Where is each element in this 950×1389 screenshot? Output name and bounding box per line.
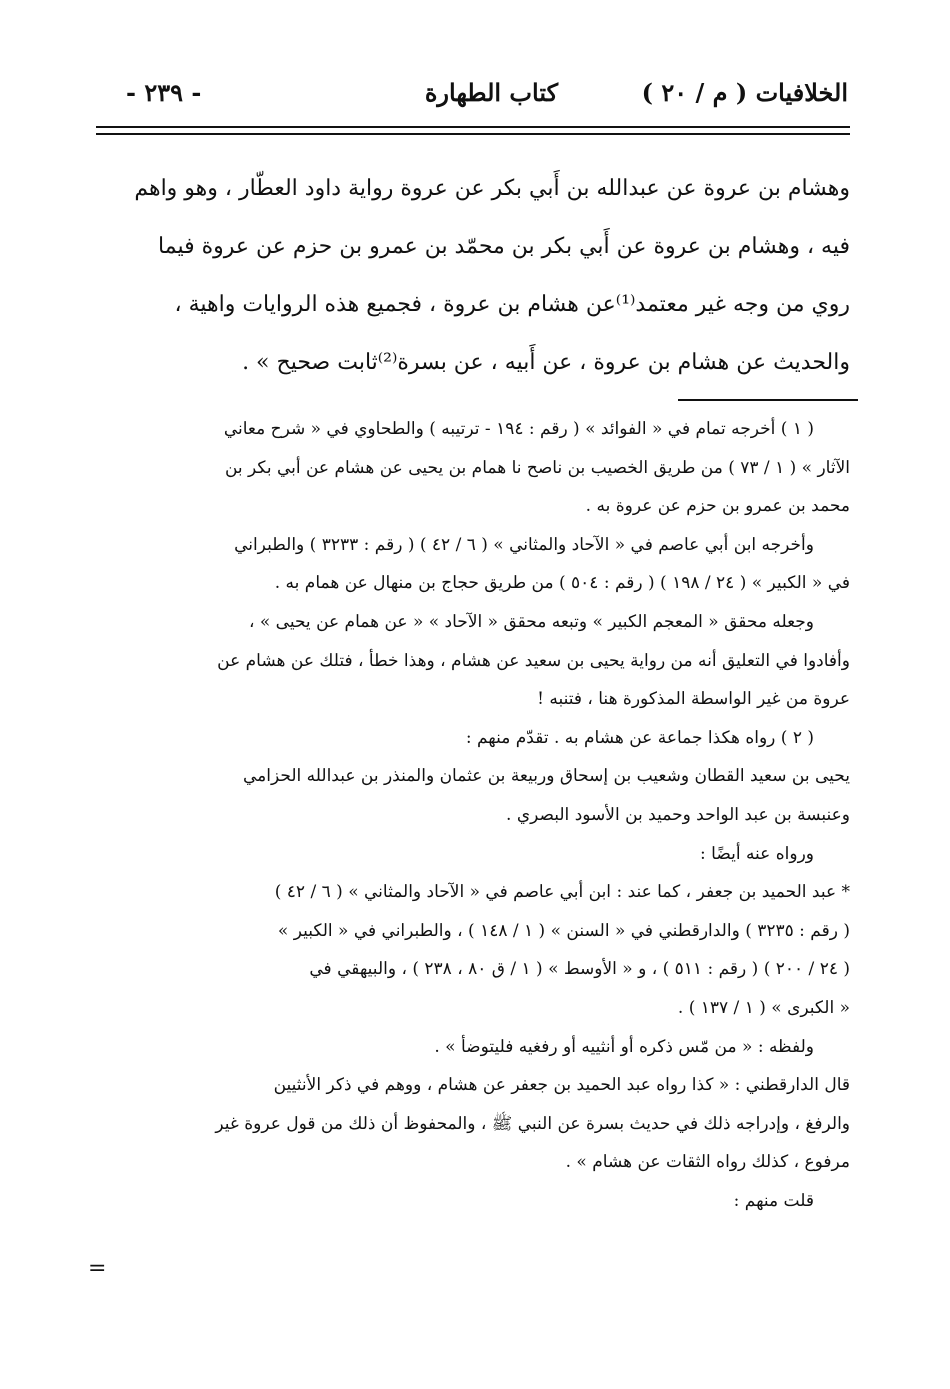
footnote-line: * عبد الحميد بن جعفر ، كما عند : ابن أبي عاصم في « الآحاد والمثاني » ( ٦ / ٤٢ ) xyxy=(274,882,850,903)
main-text-line: والحديث عن هشام بن عروة ، عن أَبيه ، عن بسرة⁽²⁾ثابت صحيح » . xyxy=(242,350,850,375)
footnote-line: وجعله محقق « المعجم الكبير » وتبعه محقق « الآحاد » « عن همام عن يحيى » ، xyxy=(248,611,814,632)
footnote-line: ( ١ ) أخرجه تمام في « الفوائد » ( رقم : ١٩٤ - ترتيبه ) والطحاوي في « شرح معاني xyxy=(223,419,814,439)
footnote-line: « الكبرى » ( ١ / ١٣٧ ) . xyxy=(677,997,850,1018)
main-text-line: وهشام بن عروة عن عبدالله بن أَبي بكر عن عروة رواية داود العطّار ، وهو واهم xyxy=(134,176,850,201)
header-rule-top xyxy=(96,126,850,128)
footnote-line: عروة من غير الواسطة المذكورة هنا ، فتنبه ! xyxy=(537,689,850,710)
footnote-line: ورواه عنه أيضًا : xyxy=(700,843,814,864)
footnote-line: ( ٢٤ / ٢٠٠ ) ( رقم : ٥١١ ) ، و « الأوسط » ( ١ / ق ٨٠ ، ٢٣٨ ) ، والبيهقي في xyxy=(309,959,850,980)
footnote-line: ( رقم : ٣٢٣٥ ) والدارقطني في « السنن » ( ١ / ١٤٨ ) ، والطبراني في « الكبير » xyxy=(277,920,850,941)
footnote-separator xyxy=(678,399,858,401)
header-rule-bottom xyxy=(96,133,850,135)
book-part-label: الخلافيات ( م / ٢٠ ) xyxy=(641,78,848,107)
main-text xyxy=(96,160,850,392)
footnote-line: وأفادوا في التعليق أنه من رواية يحيى بن سعيد عن هشام ، وهذا خطأ ، فتلك عن هشام عن xyxy=(217,650,850,671)
page-header xyxy=(96,78,848,118)
footnote-line: وأخرجه ابن أبي عاصم في « الآحاد والمثاني » ( ٦ / ٤٢ ) ( رقم : ٣٢٣٣ ) والطبراني xyxy=(234,534,814,555)
footnote-line: قال الدارقطني : « كذا رواه عبد الحميد بن جعفر عن هشام ، ووهم في ذكر الأنثيين xyxy=(273,1075,850,1096)
main-text-line: فيه ، وهشام بن عروة عن أَبي بكر بن محمّد بن عمرو بن حزم عن عروة فيما xyxy=(158,234,850,259)
footnote-line: محمد بن عمرو بن حزم عن عروة به . xyxy=(585,496,850,517)
main-text-line: روي من وجه غير معتمد⁽¹⁾عن هشام بن عروة ، فجميع هذه الروايات واهية ، xyxy=(174,292,850,317)
footnote-line: في « الكبير » ( ٢٤ / ١٩٨ ) ( رقم : ٥٠٤ ) من طريق حجاج بن منهال عن همام به . xyxy=(274,573,850,594)
footnote-line: ( ٢ ) رواه هكذا جماعة عن هشام به . تقدّم منهم : xyxy=(465,727,814,748)
section-title: كتاب الطهارة xyxy=(424,78,558,107)
footnote-line: وعنبسة بن عبد الواحد وحميد بن الأسود البصري . xyxy=(506,804,850,825)
footnote-line: والرفغ ، وإدراجه ذلك في حديث بسرة عن النبي ﷺ ، والمحفوظ أن ذلك من قول عروة غير xyxy=(215,1113,850,1134)
footnote-line: مرفوع ، كذلك رواه الثقات عن هشام » . xyxy=(565,1152,850,1173)
footnote-line: قلت منهم : xyxy=(733,1190,814,1211)
continuation-mark: = xyxy=(88,1256,107,1281)
footnote-line: يحيى بن سعيد القطان وشعيب بن إسحاق وربيعة بن عثمان والمنذر بن عبدالله الحزامي xyxy=(242,766,850,787)
page-number: - ٢٣٩ - xyxy=(126,78,202,107)
footnote-line: الآثار » ( ١ / ٧٣ ) من طريق الخصيب بن ناصح نا همام بن يحيى عن هشام عن أبي بكر بن xyxy=(224,457,850,478)
footnote-line: ولفظه : « من مّس ذكره أو أنثييه أو رفغيه فليتوضأ » . xyxy=(434,1036,814,1057)
footnotes xyxy=(96,410,850,1220)
